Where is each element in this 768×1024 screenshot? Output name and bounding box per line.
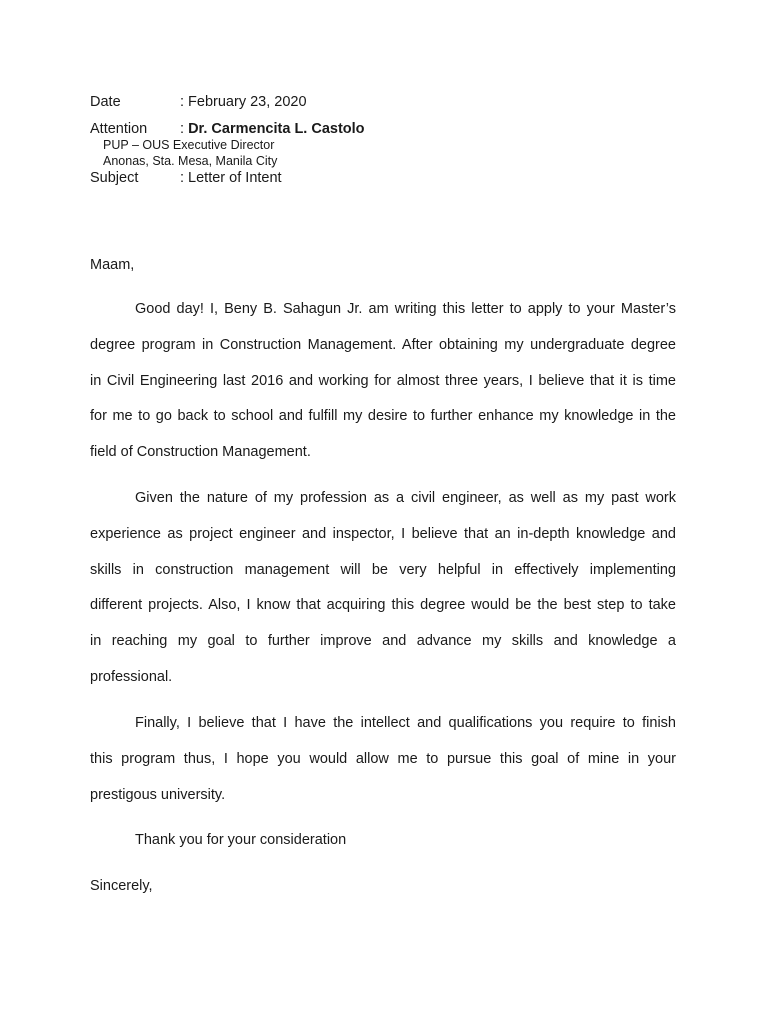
attention-label: Attention — [90, 121, 148, 137]
date-value: : February 23, 2020 — [180, 94, 307, 110]
paragraph-3-line: prestigous university. — [90, 787, 226, 803]
paragraph-2-line: different projects. Also, I know that acquiring this degree would be the best step to take — [90, 597, 676, 613]
paragraph-2-line: skills in construction management will be very helpful in effectively implementing — [90, 562, 676, 578]
date-label: Date — [90, 94, 121, 110]
attention-title: PUP – OUS Executive Director — [103, 138, 275, 152]
subject-value: : Letter of Intent — [180, 170, 282, 186]
paragraph-2-line: Given the nature of my profession as a civil engineer, as well as my past work — [135, 490, 676, 506]
attention-address: Anonas, Sta. Mesa, Manila City — [103, 154, 278, 168]
attention-name: Dr. Carmencita L. Castolo — [188, 121, 365, 137]
paragraph-1-line: in Civil Engineering last 2016 and working for almost three years, I believe that it is time — [90, 373, 676, 389]
paragraph-1-line: for me to go back to school and fulfill my desire to further enhance my knowledge in the — [90, 408, 676, 424]
thanks-line: Thank you for your consideration — [135, 832, 347, 848]
paragraph-2-line: experience as project engineer and inspector, I believe that an in-depth knowledge and — [90, 526, 676, 542]
subject-label: Subject — [90, 170, 139, 186]
attention-value — [180, 121, 365, 137]
paragraph-1-line: degree program in Construction Management. After obtaining my undergraduate degree — [90, 337, 676, 353]
paragraph-3-line: this program thus, I hope you would allow me to pursue this goal of mine in your — [90, 751, 676, 767]
paragraph-2-line: professional. — [90, 669, 173, 685]
salutation: Maam, — [90, 257, 135, 273]
paragraph-1-line: field of Construction Management. — [90, 444, 311, 460]
paragraph-2-line: in reaching my goal to further improve and advance my skills and knowledge a — [90, 633, 676, 649]
paragraph-1-line: Good day! I, Beny B. Sahagun Jr. am writing this letter to apply to your Master’s — [135, 301, 676, 317]
attention-prefix: : — [180, 121, 189, 137]
closing-line: Sincerely, — [90, 878, 153, 894]
paragraph-3-line: Finally, I believe that I have the intellect and qualifications you require to finish — [135, 715, 676, 731]
